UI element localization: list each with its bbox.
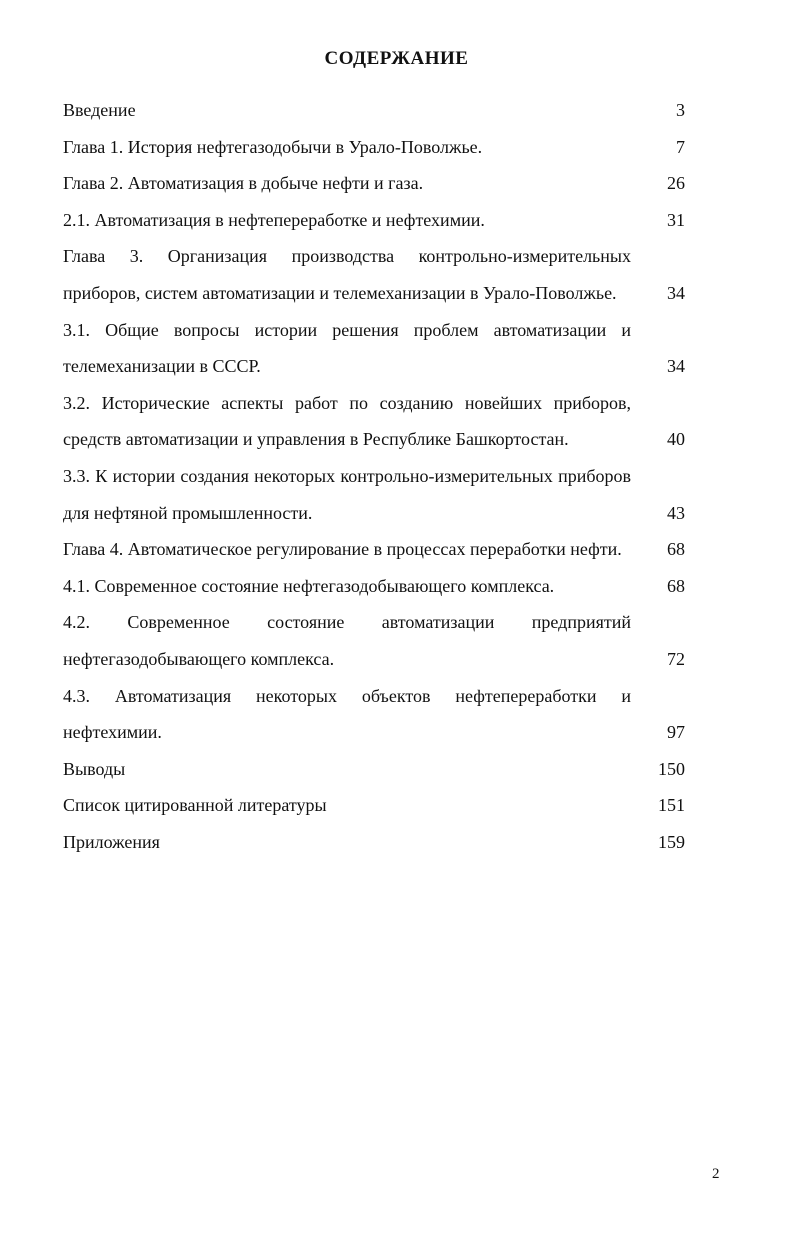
page-number: 2 — [712, 1166, 720, 1182]
toc-entry — [63, 385, 685, 458]
toc-entry-page: 97 — [667, 722, 685, 743]
toc-entry — [63, 751, 685, 788]
toc-entry-title: 4.1. Современное состояние нефтегазодобывающего комплекса. — [63, 575, 555, 596]
toc-entry — [63, 129, 685, 166]
toc-entry — [63, 312, 685, 385]
toc-entry-title: 4.2. Современное состояние автоматизации предприятий нефтегазодобывающего комплекса. — [63, 612, 631, 669]
toc-entry-title: Выводы — [63, 758, 126, 779]
page-title: СОДЕРЖАНИЕ — [324, 48, 469, 69]
toc-entry-title: Глава 1. История нефтегазодобычи в Урало-Поволжье. — [63, 136, 483, 157]
toc-entry — [63, 202, 685, 239]
toc-entry-page: 34 — [667, 356, 685, 377]
toc-entry-page: 68 — [667, 539, 685, 560]
toc-entry-page: 43 — [667, 502, 685, 523]
toc-entry — [63, 92, 685, 129]
toc-entry-page: 31 — [667, 209, 685, 230]
toc-entry-title: 3.3. К истории создания некоторых контрольно-измерительных приборов для нефтяной промышленности. — [63, 465, 631, 523]
toc-entry-title: Глава 4. Автоматическое регулирование в процессах переработки нефти. — [63, 539, 622, 560]
toc-entry-page: 68 — [667, 575, 685, 596]
toc-entry — [63, 678, 685, 751]
toc-entry-page: 72 — [667, 648, 685, 669]
toc-entry-title: Глава 3. Организация производства контрольно-измерительных приборов, систем автоматизации и телемеханизации в Урало-Поволжье. — [63, 246, 631, 303]
toc-entry-title: 3.2. Исторические аспекты работ по созданию новейших приборов, средств автоматизации и управления в Республике Башкортостан. — [63, 392, 631, 450]
toc-entry-page: 3 — [676, 100, 685, 120]
toc-entry — [63, 604, 685, 677]
toc-entry — [63, 165, 685, 202]
toc-entry — [63, 531, 685, 568]
toc-entry — [63, 458, 685, 531]
toc-entry-title: 3.1. Общие вопросы истории решения проблем автоматизации и телемеханизации в СССР. — [63, 319, 631, 377]
toc-entry — [63, 824, 685, 861]
toc-entry-page: 159 — [658, 831, 685, 852]
toc-entry-page: 7 — [676, 136, 685, 157]
toc-entry-title: 2.1. Автоматизация в нефтепереработке и нефтехимии. — [63, 209, 485, 230]
toc-entry — [63, 238, 685, 311]
toc-entry — [63, 787, 685, 824]
toc-entry-page: 26 — [667, 173, 685, 194]
toc-entry — [63, 568, 685, 605]
toc-entry-title: Список цитированной литературы — [63, 795, 327, 816]
toc-entry-page: 150 — [658, 758, 685, 779]
toc-entry-title: Приложения — [63, 831, 160, 852]
toc-entry-page: 40 — [667, 429, 685, 450]
toc-entry-title: Глава 2. Автоматизация в добыче нефти и газа. — [63, 173, 424, 194]
toc-entry-page: 34 — [667, 282, 685, 303]
table-of-contents — [63, 92, 685, 860]
toc-entry-title: 4.3. Автоматизация некоторых объектов нефтепереработки и нефтехимии. — [63, 685, 631, 743]
toc-entry-page: 151 — [658, 795, 685, 816]
toc-entry-title: Введение — [63, 100, 136, 120]
